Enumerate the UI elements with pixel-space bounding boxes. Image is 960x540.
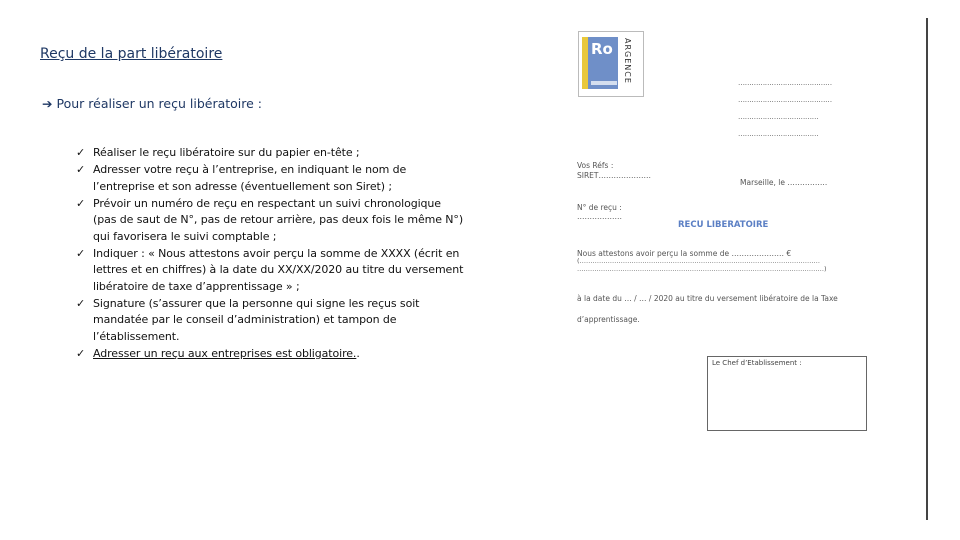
list-item [76, 145, 466, 162]
list-item-text: Signature (s’assurer que la personne qui signe les reçus soit mandatée par le conseil d’administration) et tampon de l’établissement. [93, 296, 420, 343]
signature-box [707, 356, 867, 431]
list-item [76, 196, 466, 246]
receipt-number-dots: ……………… [577, 212, 622, 221]
logo-side-text: ARGENCE [623, 38, 632, 84]
list-item [76, 296, 466, 346]
receipt-heading: RECU LIBERATOIRE [678, 220, 769, 230]
list-item [76, 246, 466, 296]
address-line: …………………………………… [738, 79, 832, 87]
attestation-line: Nous attestons avoir perçu la somme de ………………… € [577, 249, 792, 258]
arrow-right-icon: ➔ [42, 96, 53, 111]
list-item-text: Indiquer : « Nous attestons avoir perçu la somme de XXXX (écrit en lettres et en chiffres) à la date du XX/XX/2020 au titre du versement libératoire de taxe d’apprentissage » ; [93, 246, 464, 293]
amount-words-line: (………………………………………………………………………………………………… [577, 257, 821, 265]
list-item [76, 346, 466, 363]
intro-text: Pour réaliser un reçu libératoire : [56, 96, 263, 111]
marseille-date: Marseille, le ……………. [740, 178, 828, 187]
school-logo [578, 31, 644, 97]
list-item-text: Réaliser le reçu libératoire sur du papier en-tête ; [93, 146, 360, 159]
list-item-period: . [356, 346, 360, 360]
logo-letters: Ro [591, 40, 613, 58]
receipt-number-label: N° de reçu : [577, 203, 622, 212]
checkmark-icon: ✓ [76, 146, 86, 159]
list-item [76, 162, 466, 195]
checkmark-icon: ✓ [76, 196, 86, 210]
signature-label: Le Chef d’Etablissement : [712, 359, 802, 367]
vos-refs-label: Vos Réfs : [577, 161, 614, 170]
list-item-text: Prévoir un numéro de reçu en respectant un suivi chronologique (pas de saut de N°, pas de retour arrière, pas deux fois le même N°) qui favorisera le suivi comptable ; [93, 196, 464, 243]
checkmark-icon: ✓ [76, 246, 86, 260]
address-line: …………………………………… [738, 96, 832, 104]
document-edge [926, 18, 928, 520]
intro-line [42, 96, 262, 111]
logo-strip [591, 81, 617, 85]
siret-label: SIRET………………… [577, 171, 652, 180]
checkmark-icon: ✓ [76, 163, 86, 176]
date-line: à la date du … / … / 2020 au titre du versement libératoire de la Taxe [577, 294, 838, 303]
list-item-text: Adresser votre reçu à l’entreprise, en indiquant le nom de l’entreprise et son adresse (éventuellement son Siret) ; [93, 163, 407, 193]
list-item-text: Adresser un reçu aux entreprises est obligatoire. [93, 346, 357, 360]
address-line: ……………………………… [738, 130, 819, 138]
apprentissage-line: d’apprentissage. [577, 315, 640, 324]
logo-yellow-stripe [582, 37, 588, 89]
checkmark-icon: ✓ [76, 346, 86, 360]
address-line: ……………………………… [738, 113, 819, 121]
checkmark-icon: ✓ [76, 296, 86, 310]
checklist [76, 145, 466, 363]
amount-words-line: ……………………………………………………………………………………………………) [577, 265, 827, 273]
page-title: Reçu de la part libératoire [40, 46, 223, 62]
